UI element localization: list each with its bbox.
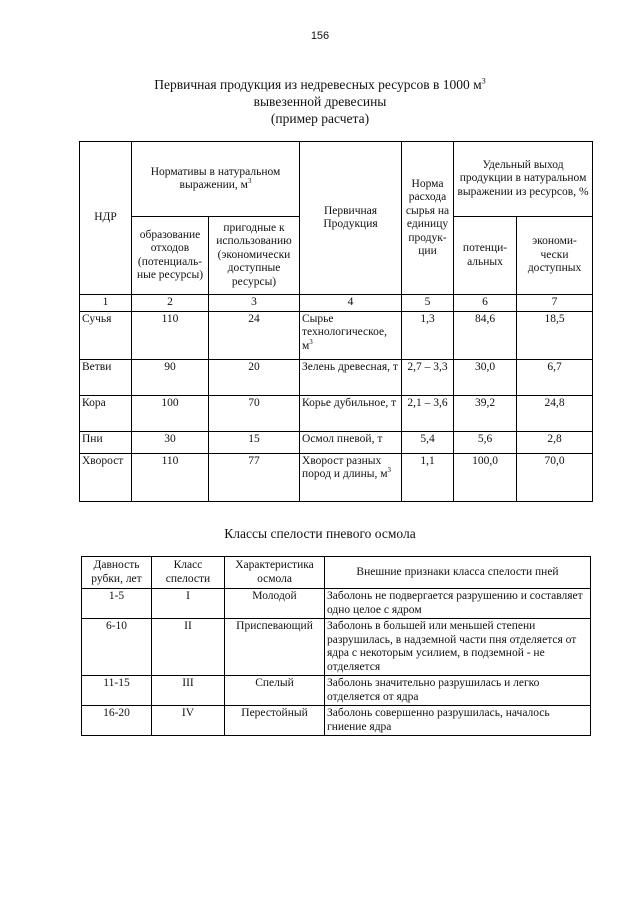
cell-rate: 5,4 — [402, 431, 454, 453]
cell-characteristic: Спелый — [225, 676, 325, 706]
cell-age: 6-10 — [82, 619, 152, 676]
cell-age: 16-20 — [82, 706, 152, 736]
title-line-2: вывезенной древесины — [253, 94, 387, 109]
cell-economic: 70,0 — [517, 453, 593, 501]
primary-production-table — [79, 141, 593, 502]
ripeness-classes-table — [81, 556, 591, 736]
col-number: 7 — [517, 295, 593, 312]
column-number-row — [80, 295, 593, 312]
page-title — [0, 76, 640, 127]
cell-waste: 30 — [132, 431, 209, 453]
cell-economic: 6,7 — [517, 359, 593, 395]
table-row — [82, 619, 591, 676]
header-class: Класс спелости — [152, 557, 225, 589]
cell-waste: 90 — [132, 359, 209, 395]
table-row — [80, 453, 593, 501]
table-row — [82, 706, 591, 736]
section-title: Классы спелости пневого осмола — [224, 526, 416, 541]
cell-rate: 2,7 – 3,3 — [402, 359, 454, 395]
cell-rate: 1,1 — [402, 453, 454, 501]
header-waste-formation: образование отходов (потенциаль-ные ресурсы) — [132, 217, 209, 295]
cell-product: Корье дубильное, т — [300, 395, 402, 431]
cell-class: I — [152, 589, 225, 619]
cell-signs: Заболонь значительно разрушилась и легко отделяется от ядра — [325, 676, 591, 706]
header-suitable: пригодные к использованию (экономически доступные ресурсы) — [209, 217, 300, 295]
cell-signs: Заболонь в большей или меньшей степени разрушилась, в надземной части пня отделяется от ядра с некоторым усилием, в подземной - не отделяется — [325, 619, 591, 676]
title-line-1: Первичная продукция из недревесных ресурсов в 1000 $м^3$ — [154, 76, 486, 92]
cell-age: 1-5 — [82, 589, 152, 619]
cell-ndr: Кора — [80, 395, 132, 431]
cell-economic: 2,8 — [517, 431, 593, 453]
title-line-3: (пример расчета) — [270, 111, 370, 126]
cell-waste: 110 — [132, 311, 209, 359]
table-row — [80, 311, 593, 359]
cell-signs: Заболонь не подвергается разрушению и составляет одно целое с ядром — [325, 589, 591, 619]
cell-class: II — [152, 619, 225, 676]
header-signs: Внешние признаки класса спелости пней — [325, 557, 591, 589]
cell-suitable: 77 — [209, 453, 300, 501]
cell-waste: 110 — [132, 453, 209, 501]
col-number: 1 — [80, 295, 132, 312]
table-row — [80, 395, 593, 431]
col-number: 3 — [209, 295, 300, 312]
header-age: Давность рубки, лет — [82, 557, 152, 589]
cell-potential: 84,6 — [454, 311, 517, 359]
header-specific-yield: Удельный выход продукции в натуральном выражении из ресурсов, % — [454, 142, 593, 217]
cell-suitable: 20 — [209, 359, 300, 395]
cell-ndr: Ветви — [80, 359, 132, 395]
table-row — [80, 359, 593, 395]
cell-rate: 1,3 — [402, 311, 454, 359]
cell-suitable: 70 — [209, 395, 300, 431]
cell-product: Хворост разных пород и длины, $м^3$ — [300, 453, 402, 501]
header-economic: экономи-чески доступных — [517, 217, 593, 295]
cell-economic: 18,5 — [517, 311, 593, 359]
cell-signs: Заболонь совершенно разрушилась, началось гниение ядра — [325, 706, 591, 736]
cell-product: Осмол пневой, т — [300, 431, 402, 453]
cell-potential: 30,0 — [454, 359, 517, 395]
cell-product: Сырье технологическое, $м^3$ — [300, 311, 402, 359]
cell-class: IV — [152, 706, 225, 736]
header-characteristic: Характеристика осмола — [225, 557, 325, 589]
cell-waste: 100 — [132, 395, 209, 431]
cell-ndr: Сучья — [80, 311, 132, 359]
table-row — [82, 676, 591, 706]
cell-suitable: 24 — [209, 311, 300, 359]
cell-characteristic: Перестойный — [225, 706, 325, 736]
table-row — [80, 431, 593, 453]
cell-characteristic: Молодой — [225, 589, 325, 619]
cell-ndr: Пни — [80, 431, 132, 453]
cell-potential: 5,6 — [454, 431, 517, 453]
header-consumption-rate: Норма расхода сырья на единицу продук-ции — [402, 142, 454, 295]
cell-class: III — [152, 676, 225, 706]
cell-rate: 2,1 – 3,6 — [402, 395, 454, 431]
cell-economic: 24,8 — [517, 395, 593, 431]
cell-potential: 100,0 — [454, 453, 517, 501]
header-ndr: НДР — [80, 142, 132, 295]
col-number: 6 — [454, 295, 517, 312]
cell-characteristic: Приспевающий — [225, 619, 325, 676]
cell-potential: 39,2 — [454, 395, 517, 431]
header-potential: потенци-альных — [454, 217, 517, 295]
header-primary-product: Первичная Продукция — [300, 142, 402, 295]
cell-product: Зелень древесная, т — [300, 359, 402, 395]
table-row — [82, 589, 591, 619]
header-normatives: Нормативы в натуральном выражении, $м^3$ — [132, 142, 300, 217]
col-number: 2 — [132, 295, 209, 312]
col-number: 5 — [402, 295, 454, 312]
cell-suitable: 15 — [209, 431, 300, 453]
col-number: 4 — [300, 295, 402, 312]
cell-age: 11-15 — [82, 676, 152, 706]
cell-ndr: Хворост — [80, 453, 132, 501]
page-number: 156 — [310, 30, 330, 42]
